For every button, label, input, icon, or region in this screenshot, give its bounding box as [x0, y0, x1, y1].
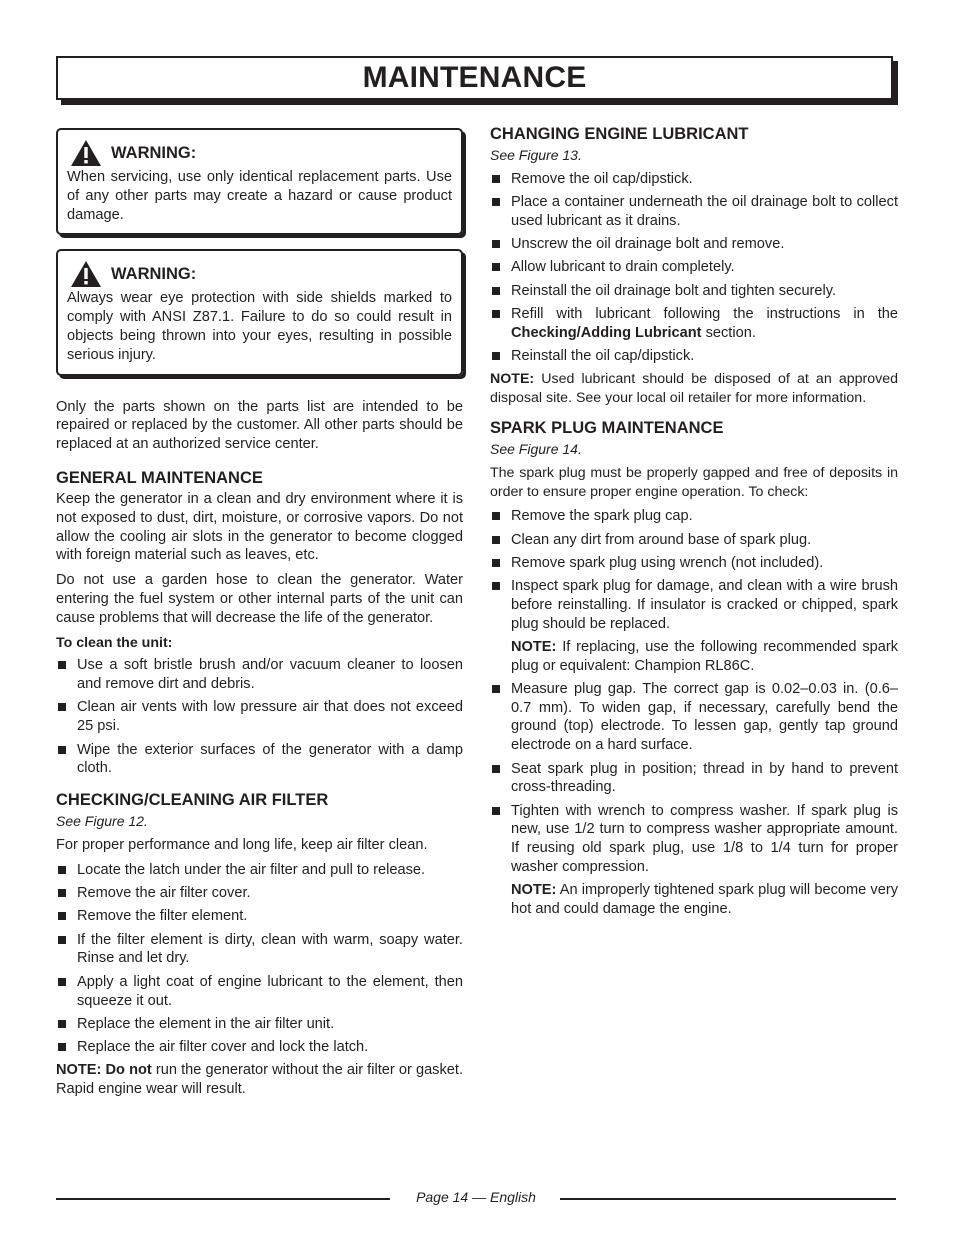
right-column	[490, 124, 898, 923]
list-item: Remove spark plug using wrench (not included).	[490, 554, 898, 573]
air-filter-heading: CHECKING/CLEANING AIR FILTER	[56, 791, 329, 810]
bullet-icon	[58, 936, 66, 944]
clean-unit-list	[56, 656, 463, 778]
list-item: Unscrew the oil drainage bolt and remove.	[490, 235, 898, 254]
list-item: Wipe the exterior surfaces of the generator with a damp cloth.	[56, 741, 463, 779]
list-item: Clean air vents with low pressure air that does not exceed 25 psi.	[56, 698, 463, 736]
bullet-icon	[58, 978, 66, 986]
warning-triangle-icon	[70, 260, 102, 288]
bullet-icon	[58, 912, 66, 920]
page-number: Page 14 — English	[416, 1189, 536, 1205]
list-item: Remove the air filter cover.	[56, 884, 463, 903]
bullet-icon	[492, 310, 500, 318]
bullet-icon	[58, 1020, 66, 1028]
inspect-note: NOTE: If replacing, use the following recommended spark plug or equivalent: Champion RL86C.	[511, 638, 898, 674]
bullet-icon	[492, 765, 500, 773]
list-item: Inspect spark plug for damage, and clean with a wire brush before reinstalling. If insulator is cracked or chipped, spark plug should be replaced. NOTE: If replacing, use the following recommended spark plug or equivalent: Champion RL86C.	[490, 577, 898, 675]
general-paragraph-1: Keep the generator in a clean and dry environment where it is not exposed to dust, dirt, moisture, or corrosive vapors. Do not allow the cooling air slots in the generator to become clogged with foreign material such as leaves, etc.	[56, 490, 463, 564]
bullet-icon	[492, 287, 500, 295]
warning-label: WARNING:	[111, 264, 197, 283]
list-item: Replace the element in the air filter unit.	[56, 1015, 463, 1034]
bullet-icon	[492, 807, 500, 815]
air-filter-note: NOTE: Do not run the generator without the air filter or gasket. Rapid engine wear will result.	[56, 1062, 464, 1098]
list-item: Measure plug gap. The correct gap is 0.02–0.03 in. (0.6–0.7 mm). To widen gap, if necessary, carefully bend the ground (top) electrode. To lessen gap, gently tap ground electrode on a hard surface.	[490, 680, 898, 755]
footer-rule-right	[560, 1198, 896, 1200]
bullet-icon	[492, 263, 500, 271]
lubricant-list	[490, 170, 898, 366]
warning-triangle-icon	[70, 139, 102, 167]
bullet-icon	[492, 685, 500, 693]
list-item: Refill with lubricant following the instructions in the Checking/Adding Lubricant section.	[490, 305, 898, 343]
bullet-icon	[492, 536, 500, 544]
warning-label: WARNING:	[111, 143, 197, 162]
list-item: Place a container underneath the oil drainage bolt to collect used lubricant as it drains.	[490, 193, 898, 231]
list-item: Reinstall the oil drainage bolt and tighten securely.	[490, 282, 898, 301]
list-item: Tighten with wrench to compress washer. If spark plug is new, use 1/2 turn to compress washer appropriate amount. If reusing old spark plug, use 1/8 to 1/4 turn for proper washer compression. NOTE: An improperly tightened spark plug will become very hot and could damage the engine.	[490, 802, 898, 919]
bullet-icon	[58, 1043, 66, 1051]
tighten-note: NOTE: An improperly tightened spark plug will become very hot and could damage the engine.	[511, 881, 898, 917]
page-footer	[56, 1187, 896, 1207]
bullet-icon	[492, 352, 500, 360]
bullet-icon	[58, 746, 66, 754]
spark-plug-intro: The spark plug must be properly gapped and free of deposits in order to ensure proper engine operation. To check:	[490, 464, 898, 500]
bullet-icon	[492, 240, 500, 248]
bullet-icon	[492, 175, 500, 183]
general-maintenance-heading: GENERAL MAINTENANCE	[56, 468, 263, 487]
list-item: Reinstall the oil cap/dipstick.	[490, 347, 898, 366]
general-paragraph-2: Do not use a garden hose to clean the generator. Water entering the fuel system or other internal parts of the unit can cause problems that will decrease the life of the generator.	[56, 572, 463, 626]
spark-plug-list	[490, 507, 898, 918]
list-item: Seat spark plug in position; thread in by hand to prevent cross-threading.	[490, 760, 898, 798]
note-label: NOTE:	[490, 371, 535, 388]
list-item: Remove the filter element.	[56, 907, 463, 926]
air-filter-intro: For proper performance and long life, keep air filter clean.	[56, 836, 428, 853]
list-item: Replace the air filter cover and lock the latch.	[56, 1038, 463, 1057]
list-item: Remove the spark plug cap.	[490, 507, 898, 526]
bullet-icon	[492, 582, 500, 590]
footer-rule-left	[56, 1198, 390, 1200]
list-item: Locate the latch under the air filter and pull to release.	[56, 861, 463, 880]
list-item: If the filter element is dirty, clean with warm, soapy water. Rinse and let dry.	[56, 931, 463, 969]
list-item: Clean any dirt from around base of spark plug.	[490, 531, 898, 550]
air-filter-list	[56, 861, 463, 1057]
intro-paragraph: Only the parts shown on the parts list are intended to be repaired or replaced by the customer. All other parts should be replaced at an authorized service center.	[56, 398, 463, 453]
bullet-icon	[58, 866, 66, 874]
left-column	[56, 128, 463, 1099]
figure-reference: See Figure 14.	[490, 441, 582, 458]
warning-text: Always wear eye protection with side shields marked to comply with ANSI Z87.1. Failure to do so could result in objects being thrown into your eyes, resulting in possible serious injury.	[67, 290, 452, 363]
list-item: Apply a light coat of engine lubricant to the element, then squeeze it out.	[56, 973, 463, 1011]
lubricant-note: NOTE: Used lubricant should be disposed of at an approved disposal site. See your local oil retailer for more information.	[490, 371, 898, 407]
page-title-box	[56, 56, 893, 100]
note-label: NOTE:	[511, 638, 557, 655]
figure-reference: See Figure 13.	[490, 147, 582, 163]
page-title: MAINTENANCE	[362, 61, 587, 94]
list-item: Remove the oil cap/dipstick.	[490, 170, 898, 189]
list-item: Use a soft bristle brush and/or vacuum cleaner to loosen and remove dirt and debris.	[56, 656, 463, 694]
warning-text: When servicing, use only identical replacement parts. Use of any other parts may create a hazard or cause product damage.	[67, 169, 452, 223]
warning-box-2	[56, 249, 463, 375]
warning-box-1	[56, 128, 463, 235]
bullet-icon	[58, 661, 66, 669]
bullet-icon	[58, 889, 66, 897]
clean-unit-subheading: To clean the unit:	[56, 634, 173, 651]
bullet-icon	[492, 559, 500, 567]
list-item: Allow lubricant to drain completely.	[490, 258, 898, 277]
note-label: NOTE: Do not	[56, 1062, 152, 1079]
bullet-icon	[492, 512, 500, 520]
spark-plug-heading: SPARK PLUG MAINTENANCE	[490, 419, 724, 438]
bullet-icon	[58, 703, 66, 711]
figure-reference: See Figure 12.	[56, 813, 148, 830]
note-label: NOTE:	[511, 881, 557, 898]
lubricant-heading: CHANGING ENGINE LUBRICANT	[490, 125, 749, 143]
bullet-icon	[492, 198, 500, 206]
